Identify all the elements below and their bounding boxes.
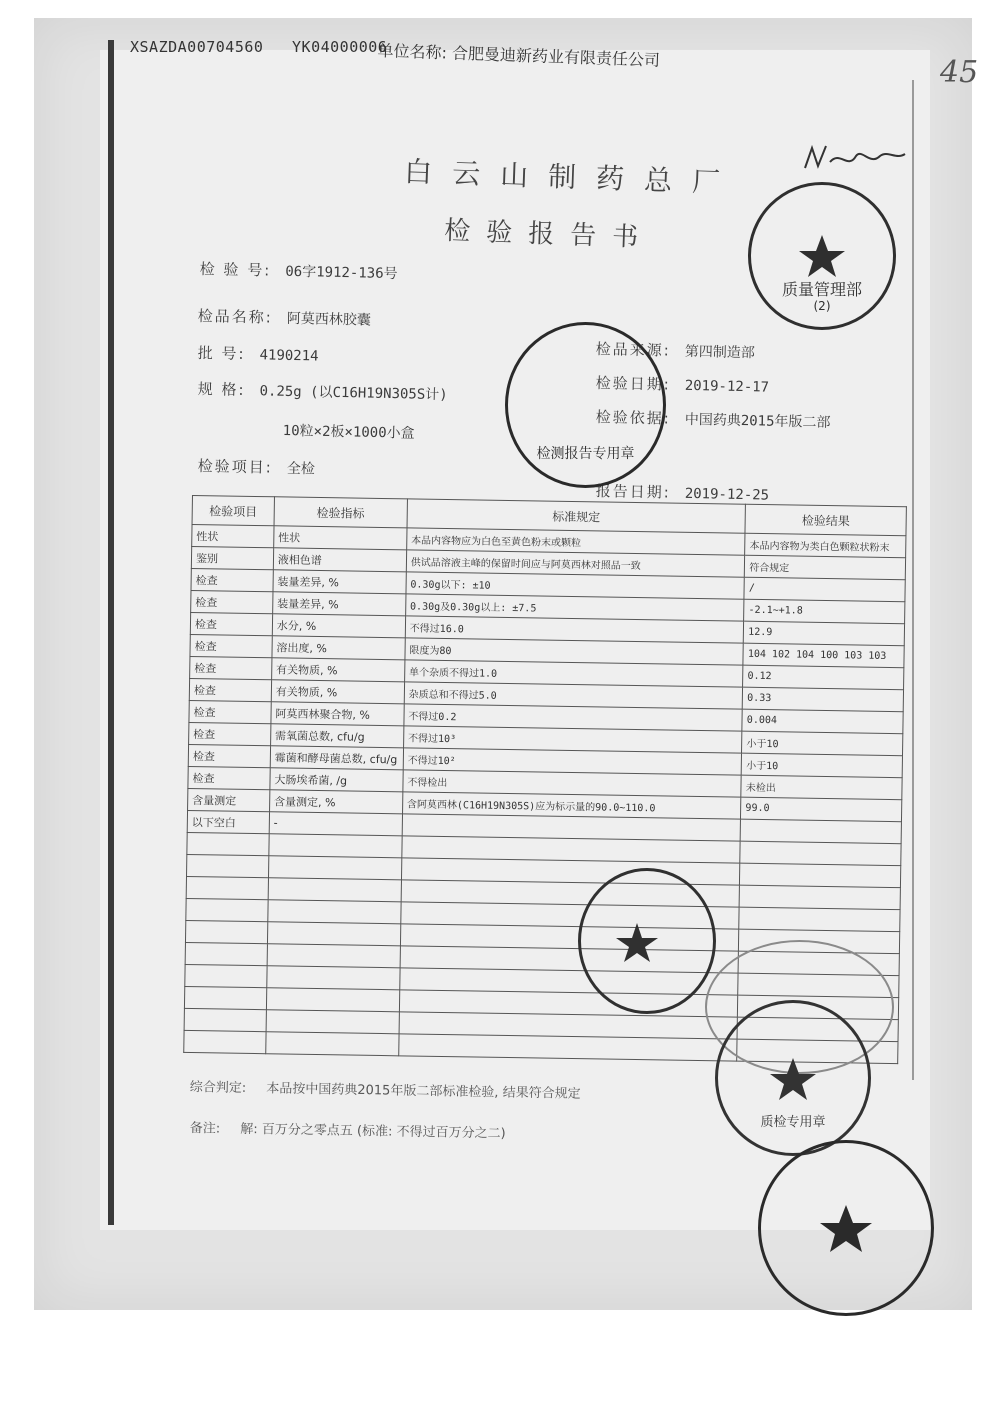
cell-empty (268, 878, 401, 902)
cell-result: 小于10 (741, 753, 902, 778)
items-value: 全检 (286, 460, 315, 478)
cell-indicator: 有关物质, % (271, 680, 404, 704)
cell-indicator: 含量测定, % (269, 790, 402, 814)
cell-indicator: 大肠埃希菌, /g (270, 768, 403, 792)
remark-text: 解: 百万分之零点五 (标准: 不得过百万分之二) (240, 1121, 506, 1142)
unit-label: 单位名称: (377, 40, 448, 63)
cell-result: -2.1~+1.8 (744, 599, 905, 624)
cell-result: 小于10 (742, 731, 903, 756)
seal-qc-3 (715, 1000, 871, 1156)
cell-item: 检查 (189, 700, 271, 723)
conclusion-text: 本品按中国药典2015年版二部标准检验, 结果符合规定 (266, 1081, 581, 1102)
product-label: 检品名称: (197, 306, 274, 327)
report-date-value: 2019-12-25 (684, 485, 770, 504)
report-date-label: 报告日期: (595, 481, 672, 502)
cell-result: 0.33 (743, 687, 904, 712)
header-result: 检验结果 (745, 504, 906, 536)
cell-indicator: 溶出度, % (272, 636, 405, 660)
date-label: 检验日期: (595, 373, 672, 394)
cell-standard: 0.30g以下: ±10 (406, 572, 745, 599)
cell-standard: 本品内容物应为白色至黄色粉末或颗粒 (406, 528, 745, 555)
cell-result: 未检出 (741, 775, 902, 800)
spec-label: 规 格: (197, 379, 246, 399)
doc-code-1: XSAZDA00704560 (130, 38, 264, 56)
seal-sales-company (748, 182, 896, 330)
cell-standard: 杂质总和不得过5.0 (404, 682, 743, 709)
cell-item: 检查 (189, 722, 271, 745)
cell-item: 检查 (188, 766, 270, 789)
batch-row (198, 342, 319, 366)
cell-item: 鉴别 (191, 547, 273, 570)
cell-standard: 不得检出 (403, 770, 742, 797)
cell-result (740, 819, 901, 844)
cell-empty (267, 922, 400, 946)
cell-indicator: 液相色谱 (273, 548, 406, 572)
seal-sales-no: (2) (813, 299, 831, 313)
cell-standard: 含阿莫西林(C16H19N305S)应为标示量的90.0~110.0 (402, 792, 741, 819)
cell-indicator: 需氧菌总数, cfu/g (270, 724, 403, 748)
spec-value-1: 0.25g (以C16H19N305S计) (259, 383, 448, 404)
cell-result: 12.9 (744, 621, 905, 646)
cell-indicator: 有关物质, % (271, 658, 404, 682)
cell-empty (266, 988, 399, 1012)
cell-indicator: 性状 (274, 526, 407, 550)
cell-item: 检查 (191, 590, 273, 613)
cell-standard: 不得过10² (403, 748, 742, 775)
cell-empty (184, 1008, 266, 1031)
product-row (198, 305, 371, 330)
cell-result: 本品内容物为类白色颗粒状粉末 (745, 533, 906, 558)
cell-empty (267, 966, 400, 990)
report-no-label: 检 验 号: (199, 259, 272, 280)
seal-factory-report (505, 322, 666, 488)
seal-factory-bottom: 检测报告专用章 (536, 446, 635, 462)
cell-empty (186, 876, 268, 899)
header-codes (130, 38, 387, 56)
cell-item: 检查 (191, 568, 273, 591)
cell-empty (186, 898, 268, 921)
cell-indicator: 阿莫西林聚合物, % (271, 702, 404, 726)
document-subtitle: 检验报告书 (443, 215, 655, 254)
seal-mandi-qc (758, 1140, 934, 1316)
cell-empty (185, 920, 267, 943)
handwritten-signature (800, 140, 910, 180)
cell-empty (740, 841, 901, 866)
page-number-mark: 45 (940, 55, 979, 90)
cell-result: 99.0 (741, 797, 902, 822)
cell-standard: 供试品溶液主峰的保留时间应与阿莫西林对照品一致 (406, 550, 745, 577)
cell-indicator: 装量差异, % (272, 592, 405, 616)
cell-item: 性状 (192, 525, 274, 548)
cell-item: 检查 (189, 678, 271, 701)
cell-empty (184, 1030, 266, 1053)
items-label: 检验项目: (197, 456, 274, 477)
cell-item: 检查 (190, 612, 272, 635)
header-item: 检验项目 (192, 496, 274, 526)
batch-value: 4190214 (259, 347, 319, 365)
cell-item: 以下空白 (187, 810, 269, 833)
scan-edge-line (108, 40, 114, 1225)
cell-result: 104 102 104 100 103 103 (743, 643, 904, 668)
cell-empty (187, 854, 269, 877)
cell-item: 检查 (190, 656, 272, 679)
basis-value: 中国药典2015年版二部 (684, 411, 831, 431)
cell-standard: 不得过10³ (403, 726, 742, 753)
scan-edge-line-right (912, 80, 914, 1080)
cell-empty (740, 863, 901, 888)
spec-row-2 (283, 420, 415, 443)
cell-empty (267, 944, 400, 968)
cell-item: 检查 (190, 634, 272, 657)
header-indicator: 检验指标 (274, 497, 407, 528)
cell-result: 0.12 (743, 665, 904, 690)
cell-result: 符合规定 (745, 555, 906, 580)
cell-indicator: 霉菌和酵母菌总数, cfu/g (270, 746, 403, 770)
cell-standard: 限度为80 (405, 638, 744, 665)
cell-result: / (744, 577, 905, 602)
source-value: 第四制造部 (684, 343, 755, 362)
seal-qc-3-bottom: 质检专用章 (760, 1115, 826, 1130)
cell-empty (268, 900, 401, 924)
cell-standard: 0.30g及0.30g以上: ±7.5 (405, 594, 744, 621)
cell-standard: 单个杂质不得过1.0 (404, 660, 743, 687)
cell-empty (739, 885, 900, 910)
cell-result: 0.004 (742, 709, 903, 734)
date-value: 2019-12-17 (684, 377, 770, 396)
cell-item: 检查 (188, 744, 270, 767)
cell-empty (185, 964, 267, 987)
cell-standard: 不得过0.2 (404, 704, 743, 731)
cell-item: 含量测定 (188, 788, 270, 811)
cell-empty (266, 1010, 399, 1034)
document-title: 白云山制药总厂 (403, 154, 741, 200)
cell-empty (266, 1032, 399, 1056)
doc-code-2: YK04000006 (292, 38, 388, 56)
source-label: 检品来源: (595, 339, 672, 360)
basis-label: 检验依据: (595, 407, 672, 428)
items-row (198, 455, 315, 478)
cell-empty (187, 832, 269, 855)
report-no-row (200, 258, 398, 283)
cell-standard: 不得过16.0 (405, 616, 744, 643)
remark-label: 备注: (189, 1120, 221, 1137)
conclusion-label: 综合判定: (189, 1079, 247, 1096)
batch-label: 批 号: (197, 343, 246, 363)
cell-empty (268, 856, 401, 880)
cell-empty (269, 834, 402, 858)
unit-name: 合肥曼迪新药业有限责任公司 (451, 43, 661, 70)
cell-indicator: 水分, % (272, 614, 405, 638)
cell-empty (739, 907, 900, 932)
cell-empty (399, 1034, 738, 1061)
header-standard: 标准规定 (407, 499, 746, 533)
seal-sales-dept: 质量管理部 (781, 280, 862, 299)
cell-indicator: - (269, 812, 402, 836)
cell-indicator: 装量差异, % (273, 570, 406, 594)
product-value: 阿莫西林胶囊 (286, 310, 371, 329)
cell-empty (185, 942, 267, 965)
spec-value-2: 10粒×2板×1000小盒 (282, 422, 415, 442)
report-no-value: 06字1912-136号 (285, 263, 398, 283)
seal-qc-1 (578, 868, 716, 1014)
cell-empty (184, 986, 266, 1009)
